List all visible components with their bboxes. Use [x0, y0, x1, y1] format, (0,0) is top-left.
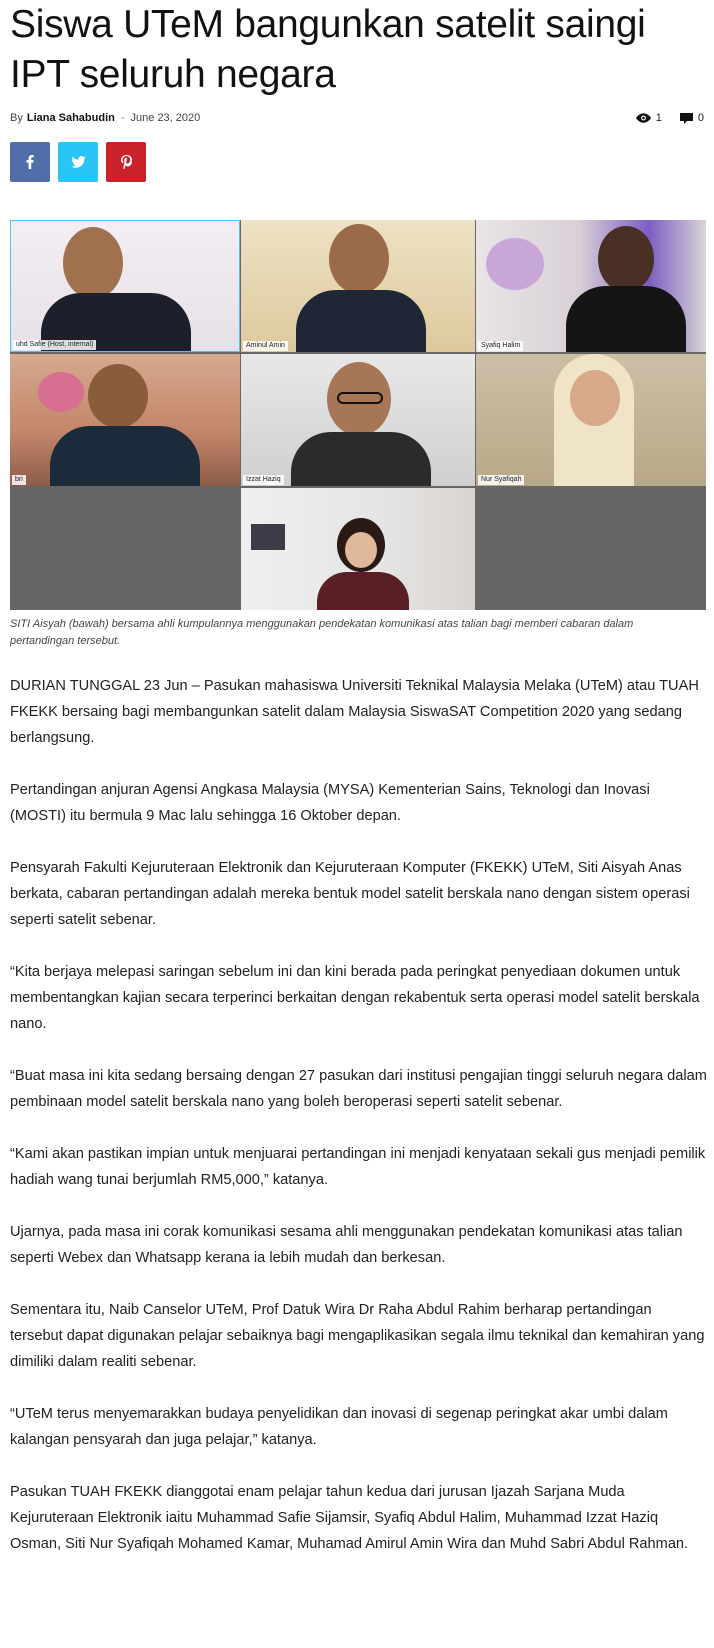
paragraph: “Buat masa ini kita sedang bersaing dengan 27 pasukan dari institusi pengajian tinggi seluruh negara dalam pembinaan model satelit berskala nano yang boleh beroperasi seperti satelit sebenar.: [10, 1068, 707, 1110]
participant-name: Izzat Haziq: [243, 475, 284, 485]
paragraph: “Kita berjaya melepasi saringan sebelum ini dan kini berada pada peringkat penyediaan dokumen untuk membentangkan kajian secara terperinci berkaitan dengan rekabentuk serta operasi model satelit berskala nano.: [10, 964, 700, 1032]
video-tile: [241, 220, 475, 352]
share-buttons: [10, 142, 146, 182]
video-tile: [10, 354, 240, 486]
twitter-icon: [71, 156, 86, 168]
article-title: Siswa UTeM bangunkan satelit saingi IPT seluruh negara: [10, 3, 646, 96]
paragraph: Pensyarah Fakulti Kejuruteraan Elektronik dan Kejuruteraan Komputer (FKEKK) UTeM, Siti Aisyah Anas berkata, cabaran pertandingan adalah mereka bentuk model satelit berskala nano dengan sistem operasi seperti satelit sebenar.: [10, 860, 690, 928]
views-stat: [636, 112, 662, 124]
paragraph: “UTeM terus menyemarakkan budaya penyelidikan dan inovasi di segenap peringkat akar umbi dalam kalangan pensyarah dan juga pelajar,” katanya.: [10, 1406, 668, 1448]
participant-name: Syafiq Halim: [478, 341, 523, 351]
paragraph: DURIAN TUNGGAL 23 Jun – Pasukan mahasiswa Universiti Teknikal Malaysia Melaka (UTeM) atau TUAH FKEKK bersaing bagi membangunkan satelit dalam Malaysia SiswaSAT Competition 2020 yang sedang berlangsung.: [10, 678, 699, 746]
author-link[interactable]: Liana Sahabudin: [26, 112, 115, 124]
video-tile: [241, 488, 475, 610]
article-meta: [10, 108, 704, 128]
meta-separator: -: [120, 112, 125, 124]
article-photo: [10, 220, 706, 610]
views-count: 1: [655, 112, 662, 124]
participant-name: uhd Safie (Host, internal): [13, 340, 96, 350]
video-tile: [10, 220, 240, 352]
paragraph: “Kami akan pastikan impian untuk menjuarai pertandingan ini menjadi kenyataan sekali gus menjadi pemilik hadiah wang tunai berjumlah RM5,000,” katanya.: [10, 1146, 706, 1188]
article-body: [10, 673, 708, 1583]
publish-date: June 23, 2020: [130, 112, 201, 124]
participant-name: Aminul Amin: [243, 341, 288, 351]
pinterest-icon: [121, 155, 132, 169]
video-tile: [241, 354, 475, 486]
paragraph: Sementara itu, Naib Canselor UTeM, Prof Datuk Wira Dr Raha Abdul Rahim berharap pertandingan tersebut dapat digunakan pelajar sebaiknya bagi mengaplikasikan segala ilmu teknikal dan kemahiran yang dimiliki dalam realiti sebenar.: [10, 1302, 705, 1370]
participant-name: bri: [12, 475, 26, 485]
by-label: By: [10, 112, 23, 124]
comments-count: 0: [697, 112, 704, 124]
pinterest-share-button[interactable]: [106, 142, 146, 182]
participant-name: Nur Syafiqah: [478, 475, 524, 485]
video-tile: [476, 220, 706, 352]
article-stats: [636, 112, 704, 124]
eye-icon: [636, 113, 651, 123]
paragraph: Pasukan TUAH FKEKK dianggotai enam pelajar tahun kedua dari jurusan Ijazah Sarjana Muda Kejuruteraan Elektronik iaitu Muhammad Safie Sijamsir, Syafiq Abdul Halim, Muhammad Izzat Haziq Osman, Siti Nur Syafiqah Mohamed Kamar, Muhamad Amirul Amin Wira dan Muhd Sabri Abdul Rahman.: [10, 1484, 689, 1552]
paragraph: Ujarnya, pada masa ini corak komunikasi sesama ahli menggunakan pendekatan komunikasi atas talian seperti Webex dan Whatsapp kerana ia lebih mudah dan berkesan.: [10, 1224, 683, 1266]
video-tile: [476, 354, 706, 486]
facebook-icon: [26, 155, 34, 169]
paragraph: Pertandingan anjuran Agensi Angkasa Malaysia (MYSA) Kementerian Sains, Teknologi dan Inovasi (MOSTI) itu bermula 9 Mac lalu sehingga 16 Oktober depan.: [10, 782, 650, 824]
twitter-share-button[interactable]: [58, 142, 98, 182]
photo-caption: SITI Aisyah (bawah) bersama ahli kumpulannya menggunakan pendekatan komunikasi atas talian bagi memberi cabaran dalam pertandingan tersebut.: [10, 618, 634, 647]
comment-icon: [680, 113, 693, 124]
comments-stat[interactable]: [680, 112, 704, 124]
facebook-share-button[interactable]: [10, 142, 50, 182]
